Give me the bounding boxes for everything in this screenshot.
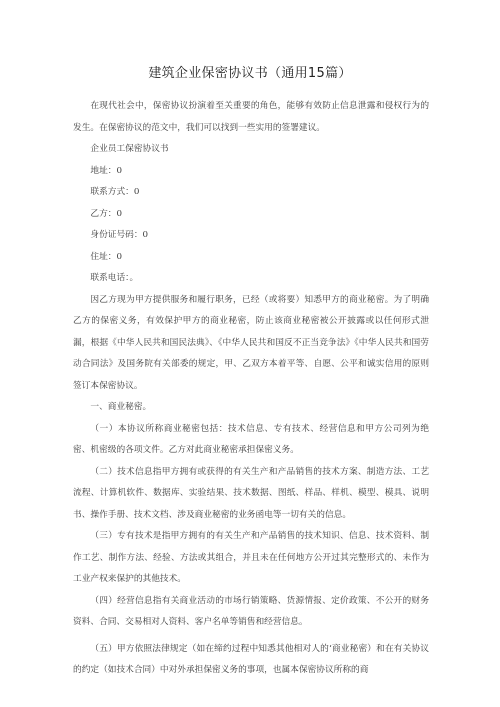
field-phone: 联系电话：。 (90, 273, 139, 283)
field-contact: 联系方式：0 (90, 187, 140, 197)
clause-3: （三）专有技术是指甲方拥有的有关生产和产品销售的技术知识、信息、技术资料、制作工艺、制作方法、经验、方法或其组合，并且未在任何地方公开过其完整形式的、未作为工业产权来保护的其他技术。 (73, 531, 429, 584)
clause-4: （四）经营信息指有关商业活动的市场行销策略、货源情报、定价政策、不公开的财务资料、合同、交易相对人资料、客户名单等销售和经营信息。 (73, 595, 429, 627)
document-title: 建筑企业保密协议书（通用15篇） (148, 66, 352, 81)
field-id-number: 身份证号码：0 (90, 230, 149, 240)
field-address: 地址：0 (90, 165, 122, 176)
intro-paragraph: 在现代社会中，保密协议扮演着至关重要的角色，能够有效防止信息泄露和侵权行为的发生。在保密协议的范文中，我们可以找到一些实用的签署建议。 (73, 101, 429, 133)
clause-5: （五）甲方依照法律规定（如在缔约过程中知悉其他相对人的‘商业秘密）和在有关协议的约定（如技术合同）中对外承担保密义务的事项，也属本保密协议所称的商 (73, 643, 429, 675)
field-residence: 住址：0 (90, 251, 122, 262)
agreement-heading: 企业员工保密协议书 (90, 144, 169, 154)
preamble-paragraph: 因乙方现为甲方提供服务和履行职务，已经（或将要）知悉甲方的商业秘密。为了明确乙方的保密义务，有效保护甲方的商业秘密，防止该商业秘密被公开披露或以任何形式泄漏，根据《中华人民共和国民法典》、《中华人民共和国反不正当竞争法》《中华人民共和国劳动合同法》及国务院有关部委的规定，甲、乙双方本着平等、自愿、公平和诚实信用的原则签订本保密协议。 (73, 294, 429, 391)
field-party-b: 乙方：0 (90, 208, 122, 219)
document-body (73, 96, 429, 682)
clause-2: （二）技术信息指甲方拥有或获得的有关生产和产品销售的技术方案、制造方法、工艺流程、计算机软件、数据库、实验结果、技术数据、图纸、样品、样机、模型、模具、说明书、操作手册、技术文档、涉及商业秘密的业务函电等一切有关的信息。 (73, 466, 429, 520)
section-heading-trade-secrets: 一、商业秘密。 (90, 402, 152, 412)
clause-1: （一）本协议所称商业秘密包括：技术信息、专有技术、经营信息和甲方公司列为绝密、机密级的各项文件。乙方对此商业秘密承担保密义务。 (73, 423, 429, 455)
